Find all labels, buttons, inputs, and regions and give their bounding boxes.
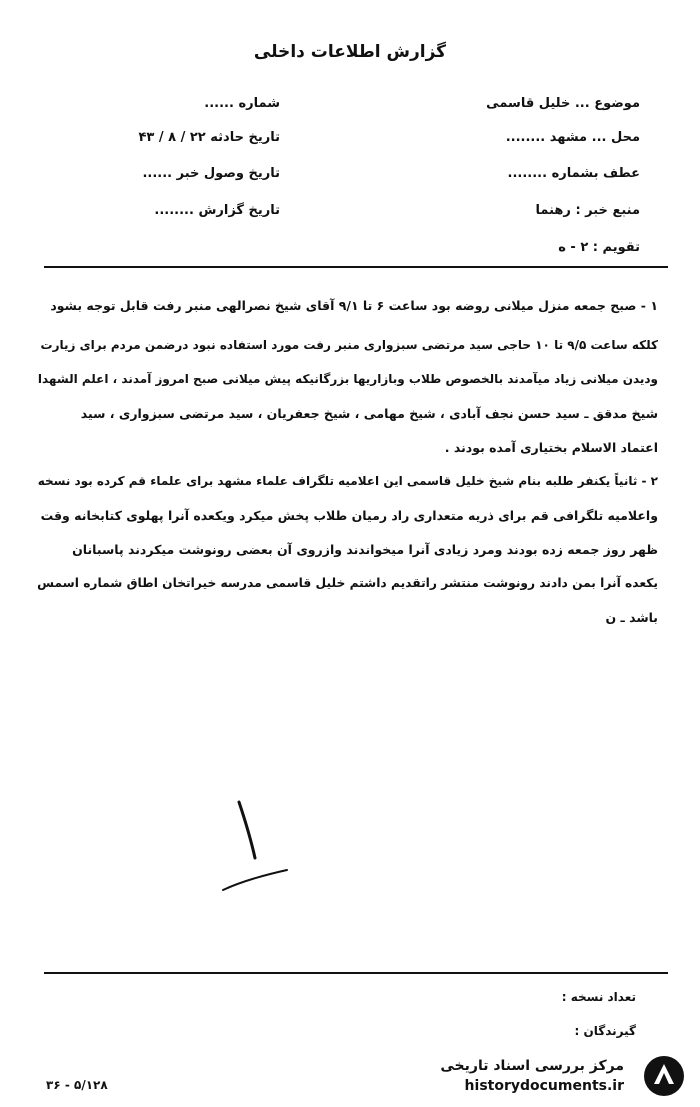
body-line: ۲ - ثانیاً یکنفر طلبه بنام شیخ خلیل قاسمی این اعلامیه تلگراف علماء مشهد برای علماء قم کرده بود نسخه: [37, 474, 658, 488]
recipients-label: گیرندگان :: [574, 1024, 636, 1038]
body-line: یکعده آنرا بمن دادند رونوشت منتشر راتقدیم داشتم خلیل قاسمی مدرسه خیراتخان اطاق شماره اسمس: [37, 576, 658, 590]
footer-divider: [44, 972, 668, 974]
report-date-field: تاریخ گزارش ........: [154, 203, 280, 218]
body-line: ظهر روز جمعه زده بودند ومرد زیادی آنرا میخواندند وازروی آن بعضی رونوشت میکردند پاسبانان: [72, 542, 658, 557]
watermark-logo: [406, 1052, 686, 1102]
reference-number-field: عطف بشماره ........: [507, 166, 640, 181]
subject-field: موضوع ... خلیل قاسمی: [486, 96, 640, 111]
body-line: شیخ مدقق ـ سید حسن نجف آبادی ، شیخ مهامی ، شیخ جعفریان ، سید مرتضی سبزواری ، سید: [80, 406, 658, 421]
number-field: شماره ......: [204, 96, 280, 111]
header-divider: [44, 266, 668, 268]
body-line: ۱ - صبح جمعه منزل میلانی روضه بود ساعت ۶ تا ۹/۱ آقای شیخ نصرالهی منبر رفت قابل توجه بشود: [50, 298, 658, 313]
news-source-field: منبع خبر : رهنما: [535, 203, 640, 218]
body-line: باشد ـ ن: [605, 610, 658, 625]
report-title: گزارش اطلاعات داخلی: [253, 42, 447, 62]
watermark-name: مرکز بررسی اسناد تاریخی: [440, 1058, 624, 1074]
body-line: ودیدن میلانی زیاد میآمدند بالخصوص طلاب وبازاریها بزرگانیکه پیش میلانی صبح امروز آمدند ، اعلم الشهدا: [37, 372, 658, 386]
evaluation-field: تقویم : ۲ - ه: [558, 240, 640, 255]
copies-label: تعداد نسخه :: [561, 990, 636, 1004]
archive-logo-icon: [642, 1054, 686, 1098]
body-line: واعلامیه تلگرافی قم برای ذریه متعداری راد رمیان طلاب پخش میکرد ویکعده آنرا پهلوی کتابخانه وقت: [40, 508, 658, 523]
watermark-site: historydocuments.ir: [464, 1078, 624, 1094]
incident-date-field: تاریخ حادثه ۲۲ / ۸ / ۴۳: [138, 130, 280, 145]
body-line: اعتماد الاسلام بختیاری آمده بودند .: [444, 440, 658, 455]
receipt-date-field: تاریخ وصول خبر ......: [142, 166, 280, 181]
document-code: ۵/۱۲۸ - ۳۶: [46, 1078, 108, 1092]
location-field: محل ... مشهد ........: [505, 130, 640, 145]
body-line: کلکه ساعت ۹/۵ تا ۱۰ حاجی سید مرتضی سبزواری منبر رفت مورد استفاده نبود درضمن مردم برای زیارت: [40, 338, 658, 352]
handwritten-mark: [215, 790, 295, 900]
